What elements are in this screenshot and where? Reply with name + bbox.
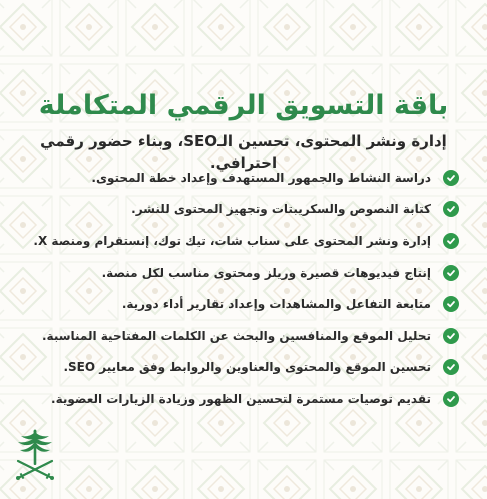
feature-text: دراسة النشاط والجمهور المستهدف وإعداد خطة المحتوى. bbox=[91, 170, 431, 185]
feature-text: إنتاج فيديوهات قصيرة وريلز ومحتوى مناسب لكل منصة. bbox=[101, 265, 431, 280]
check-circle-icon bbox=[443, 201, 459, 217]
feature-item bbox=[19, 383, 459, 415]
check-circle-icon bbox=[443, 359, 459, 375]
feature-text: متابعة التفاعل والمشاهدات وإعداد تقارير أداء دورية. bbox=[121, 297, 431, 312]
feature-item bbox=[19, 257, 459, 289]
check-circle-icon bbox=[443, 296, 459, 312]
feature-text: تقديم توصيات مستمرة لتحسين الظهور وزيادة الزيارات العضوية. bbox=[51, 391, 431, 406]
feature-item bbox=[19, 225, 459, 257]
feature-text: إدارة ونشر المحتوى على سناب شات، تيك توك، إنستقرام ومنصة X. bbox=[33, 233, 431, 248]
page-subtitle: إدارة ونشر المحتوى، تحسين الـSEO، وبناء حضور رقمي احترافي. bbox=[40, 132, 447, 172]
palm-swords-emblem-icon bbox=[12, 428, 58, 486]
check-circle-icon bbox=[443, 233, 459, 249]
feature-text: تحليل الموقع والمنافسين والبحث عن الكلمات المفتاحية المناسبة. bbox=[41, 328, 431, 343]
feature-item bbox=[19, 320, 459, 352]
check-circle-icon bbox=[443, 328, 459, 344]
feature-text: تحسين الموقع والمحتوى والعناوين والروابط وفق معايير SEO. bbox=[63, 360, 431, 375]
check-circle-icon bbox=[443, 265, 459, 281]
check-circle-icon bbox=[443, 391, 459, 407]
check-circle-icon bbox=[443, 170, 459, 186]
feature-item bbox=[19, 194, 459, 226]
feature-item bbox=[19, 162, 459, 194]
feature-item bbox=[19, 352, 459, 384]
feature-text: كتابة النصوص والسكريبتات وتجهيز المحتوى للنشر. bbox=[131, 202, 431, 217]
page-title: باقة التسويق الرقمي المتكاملة bbox=[38, 90, 449, 121]
feature-list bbox=[19, 162, 459, 415]
feature-item bbox=[19, 288, 459, 320]
